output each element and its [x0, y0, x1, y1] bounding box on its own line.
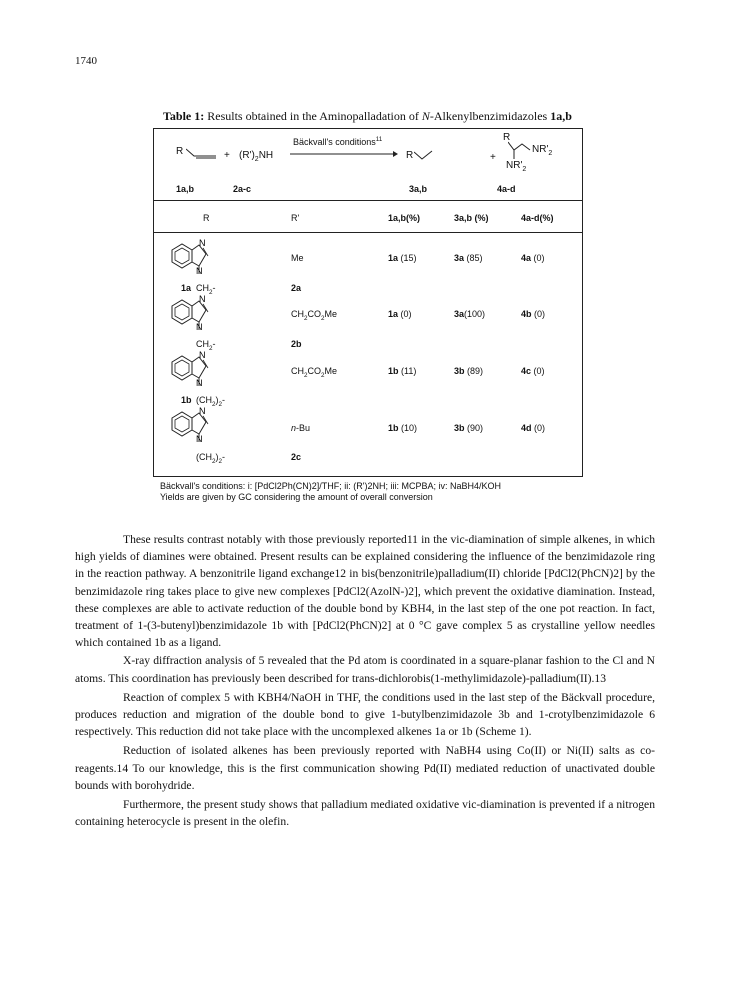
row3-yield-3: 3b (89): [454, 366, 484, 376]
table-footnote-yields: Yields are given by GC considering the amount of overall conversion: [160, 492, 433, 502]
row4-yield-3: 3b (90): [454, 423, 484, 433]
table-divider-scheme: [153, 200, 583, 201]
alkene-bond-icon: [186, 146, 226, 160]
scheme-reactant-r: R: [176, 146, 184, 157]
row4-yield-1: 1b (10): [388, 423, 418, 433]
row1-yield-4: 4a (0): [521, 253, 545, 263]
row4-rp: n-Bu: [291, 423, 311, 433]
scheme-label-3: 3a,b: [409, 184, 428, 194]
row3-r-chain: $(CH_2)_2-$: [196, 395, 226, 408]
row2-yield-4: 4b (0): [521, 309, 546, 319]
row2-r-chain: $CH_2-$: [196, 339, 216, 352]
caption-text-before: Results obtained in the Aminopalladation of: [204, 109, 422, 123]
row3-rp: $CH_2CO_2Me$: [291, 366, 338, 379]
scheme-diamine-top: $NR'_2$: [532, 144, 553, 157]
caption-italic: N: [421, 109, 430, 123]
row3-yield-1: 1b (11): [388, 366, 417, 376]
scheme-label-4: 4a-d: [497, 184, 516, 194]
table-caption: [163, 109, 572, 124]
benzimidazole-icon-4: [172, 406, 208, 444]
scheme-label-2: 2a-c: [233, 184, 252, 194]
paragraph-5: Furthermore, the present study shows that palladium mediated oxidative vic-diamination is prevented if a nitrogen containing heterocycle is present in the olefin.: [75, 798, 655, 829]
header-4ad: 4a-d(%): [521, 213, 554, 223]
scheme-diamine-bottom: $NR'_2$: [506, 160, 527, 173]
paragraph-4: Reduction of isolated alkenes has been previously reported with NaBH4 using Co(II) or Ni(II) salts as co-reagents.14 To our knowledge, this is the first communication showing Pd(II) mediated reduction of unactivated double bounds with borohydride.: [75, 744, 655, 792]
scheme-product-r: R: [406, 150, 414, 161]
row1-yield-1: 1a (15): [388, 253, 417, 263]
row3-yield-4: 4c (0): [521, 366, 545, 376]
scheme-conditions: Bäckvall's conditions$^{11}$: [293, 136, 383, 147]
row2-yield-1: 1a (0): [388, 309, 412, 319]
caption-text-after: -Alkenylbenzimidazoles: [429, 109, 551, 123]
scheme-amine: $(R')_2NH$: [239, 150, 274, 163]
row1-yield-3: 3a (85): [454, 253, 483, 263]
row2-yield-3: 3a(100): [454, 309, 486, 319]
header-r: R: [203, 213, 210, 223]
scheme-plus-1: +: [224, 150, 230, 161]
page-number: 1740: [75, 55, 97, 67]
alkyl-chain-icon: [414, 147, 440, 161]
header-3ab: 3a,b (%): [454, 213, 489, 223]
benzimidazole-structures: [166, 238, 236, 468]
row1-r-label: 1a: [181, 283, 192, 293]
table-divider-header: [153, 232, 583, 233]
scheme-diamine-r: R: [503, 132, 511, 143]
paragraph-3: Reaction of complex 5 with KBH4/NaOH in THF, the conditions used in the last step of the Bäckvall procedure, produces reduction and migration of the double bond to give 1-butylbenzimidazole 3b and 1-crotylbenzimidazole 6 respectively. This reduction did not take place with the uncomplexed alkenes 1a or 1b (Scheme 1).: [75, 690, 655, 739]
scheme-label-1: 1a,b: [176, 184, 195, 194]
header-1ab: 1a,b(%): [388, 213, 421, 223]
header-r-prime: R': [291, 213, 300, 223]
row1-r-chain: $CH_2-$: [196, 283, 216, 296]
row4-r-chain: $(CH_2)_2-$: [196, 452, 226, 465]
table-footnote-conditions: Bäckvall's conditions: i: [PdCl2Ph(CN)2]/THF; ii: (R')2NH; iii: MCPBA; iv: NaBH4/KOH: [160, 481, 502, 491]
row1-rp: Me: [291, 253, 304, 263]
benzimidazole-icon-1: [172, 238, 208, 276]
caption-label: Table 1:: [163, 109, 205, 123]
row2-rp: $CH_2CO_2Me$: [291, 309, 338, 322]
benzimidazole-icon-3: [172, 350, 208, 388]
reaction-arrow-icon: [290, 150, 398, 158]
paragraph-1: These results contrast notably with those previously reported11 in the vic-diamination of simple alkenes, in which high yields of diamines were obtained. Present results can be explained considering the influence of the benzimidazole ring in the reaction pathway. A benzonitrile ligand exchange12 in bis(benzonitrile)palladium(II) chloride [PdCl2(PhCN)2] by the benzimidazole ring takes place to give new complexes [PdCl2(AzolN-)2], which prevent the oxidative diamination. Instead, these complexes are able to activate reduction of the double bond by KBH4, in the last step of the one pot reaction. In fact, treatment of 1-(3-butenyl)benzimidazole 1b with [PdCl2(PhCN)2] at 0 °C gave complex 5 as crystalline yellow needles which contained 1b as a ligand.: [75, 533, 655, 650]
row3-r-label: 1b: [181, 395, 192, 405]
scheme-plus-2: +: [490, 152, 496, 163]
row2-rp-code: 2b: [291, 339, 302, 349]
benzimidazole-icon-2: [172, 294, 208, 332]
body-text: [75, 531, 655, 830]
row4-yield-4: 4d (0): [521, 423, 546, 433]
row1-rp-code: 2a: [291, 283, 302, 293]
paragraph-2: X-ray diffraction analysis of 5 revealed that the Pd atom is coordinated in a square-planar fashion to the Cl and N atoms. This coordination has previously been described for trans-dichlorobis(1-methylimidazole)-palladium(II).13: [75, 654, 655, 685]
row4-rp-code: 2c: [291, 452, 302, 462]
caption-compounds: 1a,b: [550, 109, 572, 123]
